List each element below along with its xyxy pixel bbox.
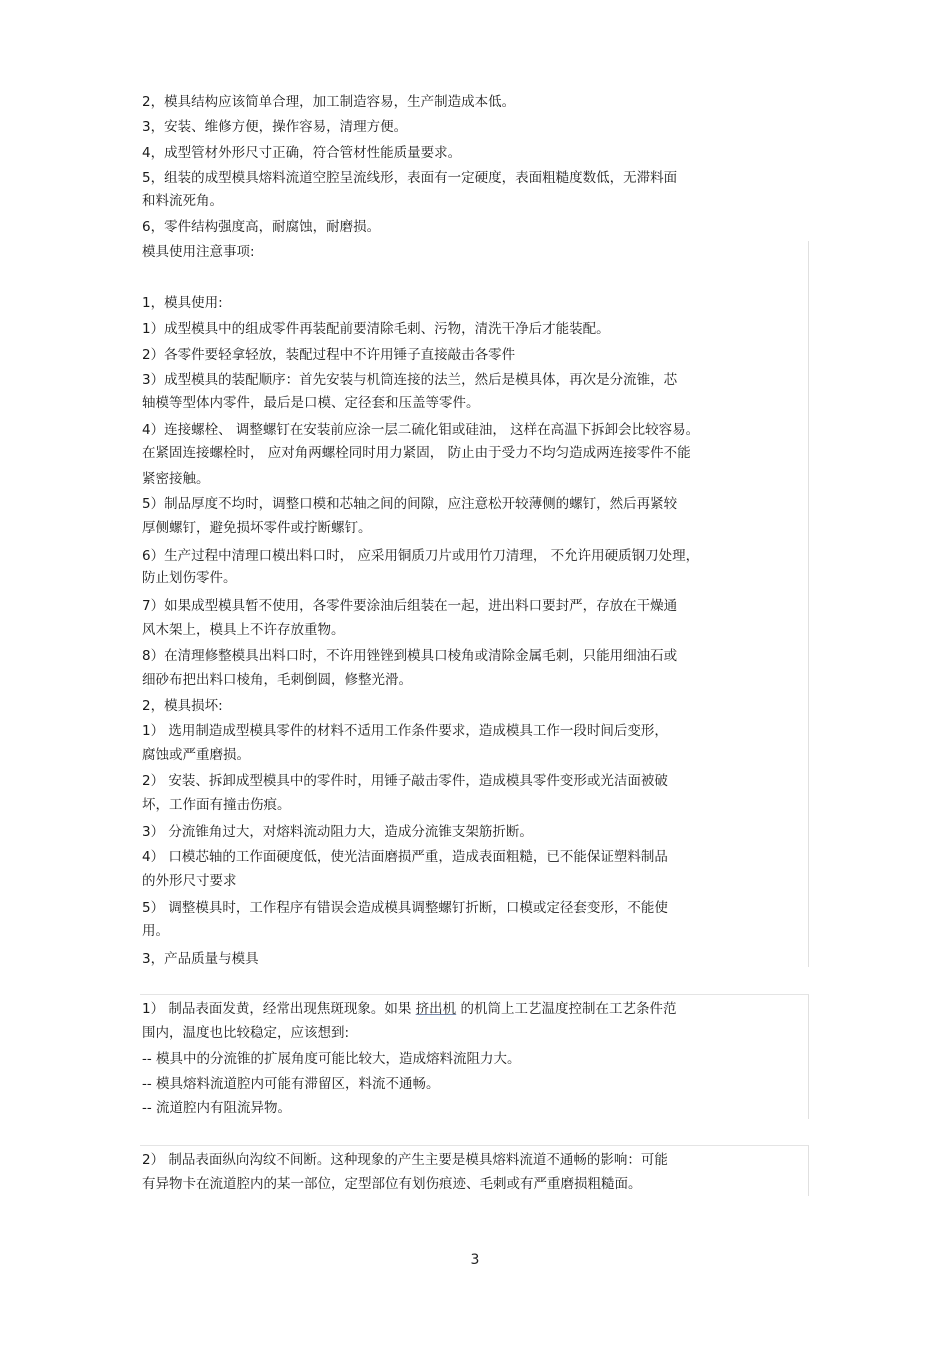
usage-line: 1）成型模具中的组成零件再装配前要清除毛刺、污物，清洗干净后才能装配。: [142, 321, 610, 337]
usage-line: 4）连接螺栓、 调整螺钉在安装前应涂一层二硫化钼或硅油， 这样在高温下拆卸会比较容易。: [142, 422, 700, 438]
damage-line: 4） 口模芯轴的工作面硬度低，使光洁面磨损严重，造成表面粗糙，已不能保证塑料制品: [142, 849, 668, 865]
usage-line: 细砂布把出料口棱角，毛刺倒圆，修整光滑。: [142, 672, 412, 688]
usage-line: 防止划伤零件。: [142, 570, 237, 586]
damage-line: 的外形尺寸要求: [142, 873, 237, 889]
page-number: 3: [470, 1252, 480, 1268]
quality-item1-line: -- 流道腔内有阻流异物。: [142, 1100, 292, 1116]
damage-line: 腐蚀或严重磨损。: [142, 747, 250, 763]
quality-item2-line: 2） 制品表面纵向沟纹不间断。这种现象的产生主要是模具熔料流道不通畅的影响：可能: [142, 1152, 668, 1168]
damage-line: 1） 选用制造成型模具零件的材料不适用工作条件要求，造成模具工作一段时间后变形，: [142, 723, 668, 739]
damage-line: 坏，工作面有撞击伤痕。: [142, 797, 291, 813]
quality-heading: 3，产品质量与模具: [142, 951, 259, 967]
usage-heading: 1，模具使用:: [142, 295, 223, 311]
damage-heading: 2，模具损坏:: [142, 698, 223, 714]
quality-item1-text: 1） 制品表面发黄，经常出现焦斑现象。如果: [142, 1001, 416, 1017]
usage-line: 5）制品厚度不均时，调整口模和芯轴之间的间隙，应注意松开较薄侧的螺钉，然后再紧较: [142, 496, 678, 512]
usage-line: 7）如果成型模具暂不使用，各零件要涂油后组装在一起，进出料口要封严，存放在干燥通: [142, 598, 678, 614]
requirement-line: 5，组装的成型模具熔料流道空腔呈流线形，表面有一定硬度，表面粗糙度数低，无滞料面: [142, 170, 678, 186]
usage-line: 轴模等型体内零件，最后是口模、定径套和压盖等零件。: [142, 395, 480, 411]
requirement-line: 6，零件结构强度高，耐腐蚀，耐磨损。: [142, 219, 381, 235]
usage-line: 2）各零件要轻拿轻放，装配过程中不许用锤子直接敲击各零件: [142, 347, 516, 363]
usage-line: 8）在清理修整模具出料口时，不许用锉锉到模具口棱角或清除金属毛刺，只能用细油石或: [142, 648, 678, 664]
damage-line: 用。: [142, 923, 169, 939]
damage-line: 5） 调整模具时，工作程序有错误会造成模具调整螺钉折断，口模或定径套变形，不能使: [142, 900, 668, 916]
requirement-line: 2，模具结构应该简单合理，加工制造容易，生产制造成本低。: [142, 94, 516, 110]
extruder-link[interactable]: 挤出机: [415, 1001, 457, 1017]
quality-item2-line: 有异物卡在流道腔内的某一部位，定型部位有划伤痕迹、毛刺或有严重磨损粗糙面。: [142, 1176, 642, 1192]
requirement-line: 4，成型管材外形尺寸正确，符合管材性能质量要求。: [142, 145, 462, 161]
requirement-line: 3，安装、维修方便，操作容易，清理方便。: [142, 119, 408, 135]
usage-line: 风木架上，模具上不许存放重物。: [142, 622, 345, 638]
usage-line: 厚侧螺钉，避免损坏零件或拧断螺钉。: [142, 520, 372, 536]
notes-title: 模具使用注意事项:: [142, 244, 255, 260]
usage-line: 3）成型模具的装配顺序：首先安装与机筒连接的法兰，然后是模具体，再次是分流锥，芯: [142, 372, 678, 388]
quality-item1-first-line: [142, 1000, 802, 1018]
quality-item1-text-cont: 的机筒上工艺温度控制在工艺条件范: [456, 1001, 677, 1017]
damage-line: 3） 分流锥角过大，对熔料流动阻力大，造成分流锥支架筋折断。: [142, 824, 533, 840]
usage-line: 紧密接触。: [142, 471, 210, 487]
usage-line: 6）生产过程中清理口模出料口时， 应采用铜质刀片或用竹刀清理， 不允许用硬质钢刀处理，: [142, 548, 700, 564]
quality-item1-line: -- 模具熔料流道腔内可能有滞留区，料流不通畅。: [142, 1076, 440, 1092]
usage-line: 在紧固连接螺栓时， 应对角两螺栓同时用力紧固， 防止由于受力不均匀造成两连接零件不能: [142, 445, 691, 461]
requirement-line: 和料流死角。: [142, 193, 223, 209]
quality-item1-line: 围内，温度也比较稳定，应该想到:: [142, 1025, 350, 1041]
quality-item1-line: -- 模具中的分流锥的扩展角度可能比较大，造成熔料流阻力大。: [142, 1051, 521, 1067]
damage-line: 2） 安装、拆卸成型模具中的零件时，用锤子敲击零件，造成模具零件变形或光洁面被破: [142, 773, 668, 789]
